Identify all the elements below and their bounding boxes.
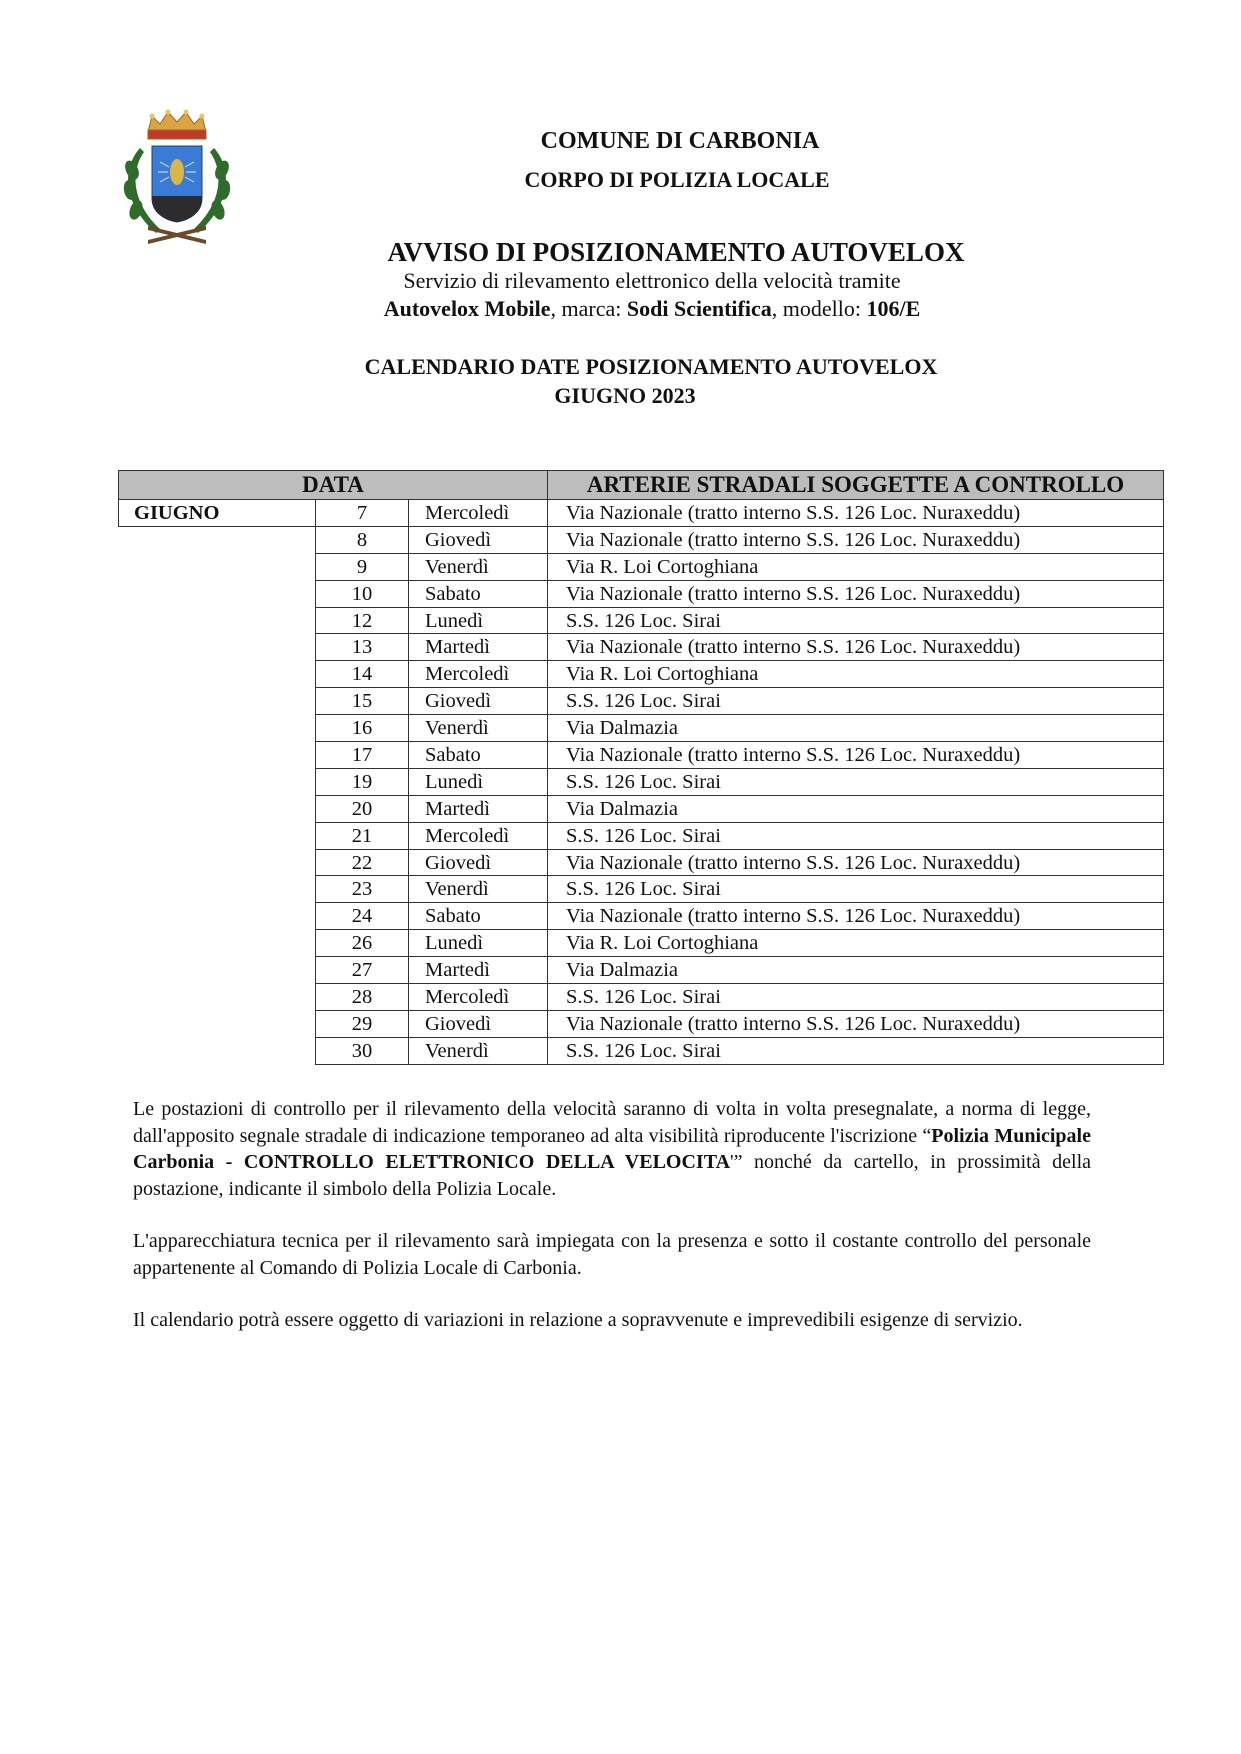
weekday-cell: Venerdì	[409, 553, 548, 580]
month-cell-empty	[119, 715, 316, 742]
table-row	[119, 607, 1164, 634]
table-row	[119, 768, 1164, 795]
road-cell: Via Nazionale (tratto interno S.S. 126 Loc. Nuraxeddu)	[548, 580, 1164, 607]
road-cell: Via R. Loi Cortoghiana	[548, 930, 1164, 957]
weekday-cell: Giovedì	[409, 526, 548, 553]
month-cell: GIUGNO	[119, 500, 316, 527]
month-cell-empty	[119, 795, 316, 822]
weekday-cell: Venerdì	[409, 715, 548, 742]
road-cell: Via Nazionale (tratto interno S.S. 126 Loc. Nuraxeddu)	[548, 903, 1164, 930]
service-description: Servizio di rilevamento elettronico della velocità tramite	[403, 268, 901, 293]
table-header-row	[119, 471, 1164, 500]
road-cell: Via Nazionale (tratto interno S.S. 126 Loc. Nuraxeddu)	[548, 742, 1164, 769]
month-cell-empty	[119, 984, 316, 1011]
road-cell: S.S. 126 Loc. Sirai	[548, 768, 1164, 795]
device-description	[384, 296, 921, 322]
month-cell-empty	[119, 876, 316, 903]
day-cell: 13	[316, 634, 409, 661]
day-cell: 21	[316, 822, 409, 849]
month-cell-empty	[119, 1037, 316, 1064]
month-cell-empty	[119, 849, 316, 876]
weekday-cell: Lunedì	[409, 930, 548, 957]
table-row	[119, 742, 1164, 769]
road-cell: S.S. 126 Loc. Sirai	[548, 822, 1164, 849]
road-cell: Via R. Loi Cortoghiana	[548, 553, 1164, 580]
day-cell: 12	[316, 607, 409, 634]
calendar-body	[119, 500, 1164, 1065]
day-cell: 8	[316, 526, 409, 553]
weekday-cell: Giovedì	[409, 1010, 548, 1037]
table-row	[119, 957, 1164, 984]
weekday-cell: Mercoledì	[409, 661, 548, 688]
header-roads: ARTERIE STRADALI SOGGETTE A CONTROLLO	[548, 471, 1164, 500]
weekday-cell: Venerdì	[409, 1037, 548, 1064]
day-cell: 17	[316, 742, 409, 769]
weekday-cell: Venerdì	[409, 876, 548, 903]
road-cell: Via Nazionale (tratto interno S.S. 126 Loc. Nuraxeddu)	[548, 500, 1164, 527]
road-cell: Via Dalmazia	[548, 715, 1164, 742]
table-row	[119, 526, 1164, 553]
shield-icon	[152, 146, 202, 222]
table-row	[119, 715, 1164, 742]
table-row	[119, 1037, 1164, 1064]
month-cell-empty	[119, 526, 316, 553]
day-cell: 15	[316, 688, 409, 715]
road-cell: Via Nazionale (tratto interno S.S. 126 Loc. Nuraxeddu)	[548, 1010, 1164, 1037]
weekday-cell: Martedì	[409, 957, 548, 984]
weekday-cell: Martedì	[409, 634, 548, 661]
p1-text-before: Le postazioni di controllo per il rilevamento della velocità saranno di volta in volta presegnalate, a norma di legge, dall'apposito segnale stradale di indicazione temporaneo ad alta visibilità riproducente l'iscrizione “	[133, 1098, 1091, 1147]
month-cell-empty	[119, 903, 316, 930]
table-row	[119, 661, 1164, 688]
calendar-period: GIUGNO 2023	[554, 383, 696, 408]
table-row	[119, 634, 1164, 661]
p1-sign-inscription: Polizia Municipale Carbonia - CONTROLLO ELETTRONICO DELLA VELOCITA	[133, 1124, 1091, 1173]
road-cell: S.S. 126 Loc. Sirai	[548, 1037, 1164, 1064]
coat-of-arms-icon	[118, 108, 236, 246]
device-brand: Sodi Scientifica	[626, 296, 772, 321]
month-cell-empty	[119, 553, 316, 580]
device-model: 106/E	[866, 296, 921, 321]
department-title: CORPO DI POLIZIA LOCALE	[524, 167, 830, 192]
table-row	[119, 500, 1164, 527]
day-cell: 9	[316, 553, 409, 580]
day-cell: 26	[316, 930, 409, 957]
paragraph-signage	[133, 1096, 1091, 1202]
day-cell: 16	[316, 715, 409, 742]
table-row	[119, 580, 1164, 607]
road-cell: Via Nazionale (tratto interno S.S. 126 Loc. Nuraxeddu)	[548, 634, 1164, 661]
road-cell: S.S. 126 Loc. Sirai	[548, 984, 1164, 1011]
day-cell: 23	[316, 876, 409, 903]
road-cell: S.S. 126 Loc. Sirai	[548, 688, 1164, 715]
weekday-cell: Giovedì	[409, 688, 548, 715]
weekday-cell: Lunedì	[409, 768, 548, 795]
month-cell-empty	[119, 661, 316, 688]
day-cell: 28	[316, 984, 409, 1011]
table-row	[119, 1010, 1164, 1037]
day-cell: 22	[316, 849, 409, 876]
table-row	[119, 984, 1164, 1011]
month-cell-empty	[119, 742, 316, 769]
brand-label: , marca:	[550, 296, 627, 321]
table-row	[119, 876, 1164, 903]
road-cell: Via Dalmazia	[548, 795, 1164, 822]
month-cell-empty	[119, 822, 316, 849]
month-cell-empty	[119, 768, 316, 795]
header-date: DATA	[119, 471, 548, 500]
road-cell: Via Nazionale (tratto interno S.S. 126 Loc. Nuraxeddu)	[548, 849, 1164, 876]
p1-text-after: '” nonché da cartello, in prossimità della postazione, indicante il simbolo della Polizia Locale.	[133, 1151, 1092, 1200]
month-cell-empty	[119, 1010, 316, 1037]
road-cell: Via Nazionale (tratto interno S.S. 126 Loc. Nuraxeddu)	[548, 526, 1164, 553]
weekday-cell: Lunedì	[409, 607, 548, 634]
calendar-table	[118, 470, 1164, 1065]
day-cell: 29	[316, 1010, 409, 1037]
weekday-cell: Sabato	[409, 580, 548, 607]
day-cell: 24	[316, 903, 409, 930]
weekday-cell: Sabato	[409, 742, 548, 769]
notice-title: AVVISO DI POSIZIONAMENTO AUTOVELOX	[387, 237, 965, 267]
table-row	[119, 688, 1164, 715]
month-cell-empty	[119, 634, 316, 661]
day-cell: 14	[316, 661, 409, 688]
month-cell-empty	[119, 580, 316, 607]
day-cell: 19	[316, 768, 409, 795]
weekday-cell: Mercoledì	[409, 822, 548, 849]
day-cell: 27	[316, 957, 409, 984]
table-row	[119, 822, 1164, 849]
table-row	[119, 795, 1164, 822]
table-row	[119, 930, 1164, 957]
road-cell: S.S. 126 Loc. Sirai	[548, 607, 1164, 634]
weekday-cell: Mercoledì	[409, 500, 548, 527]
paragraph-equipment: L'apparecchiatura tecnica per il rilevamento sarà impiegata con la presenza e sotto il costante controllo del personale appartenente al Comando di Polizia Locale di Carbonia.	[133, 1230, 1091, 1279]
table-row	[119, 903, 1164, 930]
month-cell-empty	[119, 688, 316, 715]
municipality-title: COMUNE DI CARBONIA	[540, 128, 820, 154]
crown-icon	[148, 110, 206, 140]
month-cell-empty	[119, 607, 316, 634]
day-cell: 7	[316, 500, 409, 527]
model-label: , modello:	[771, 296, 867, 321]
weekday-cell: Giovedì	[409, 849, 548, 876]
day-cell: 30	[316, 1037, 409, 1064]
calendar-title: CALENDARIO DATE POSIZIONAMENTO AUTOVELOX	[364, 354, 938, 379]
weekday-cell: Sabato	[409, 903, 548, 930]
road-cell: Via Dalmazia	[548, 957, 1164, 984]
table-row	[119, 849, 1164, 876]
road-cell: S.S. 126 Loc. Sirai	[548, 876, 1164, 903]
month-cell-empty	[119, 957, 316, 984]
table-row	[119, 553, 1164, 580]
device-type: Autovelox Mobile	[383, 296, 551, 321]
day-cell: 10	[316, 580, 409, 607]
day-cell: 20	[316, 795, 409, 822]
weekday-cell: Mercoledì	[409, 984, 548, 1011]
month-cell-empty	[119, 930, 316, 957]
road-cell: Via R. Loi Cortoghiana	[548, 661, 1164, 688]
paragraph-variations: Il calendario potrà essere oggetto di variazioni in relazione a sopravvenute e imprevedibili esigenze di servizio.	[133, 1309, 1023, 1331]
weekday-cell: Martedì	[409, 795, 548, 822]
